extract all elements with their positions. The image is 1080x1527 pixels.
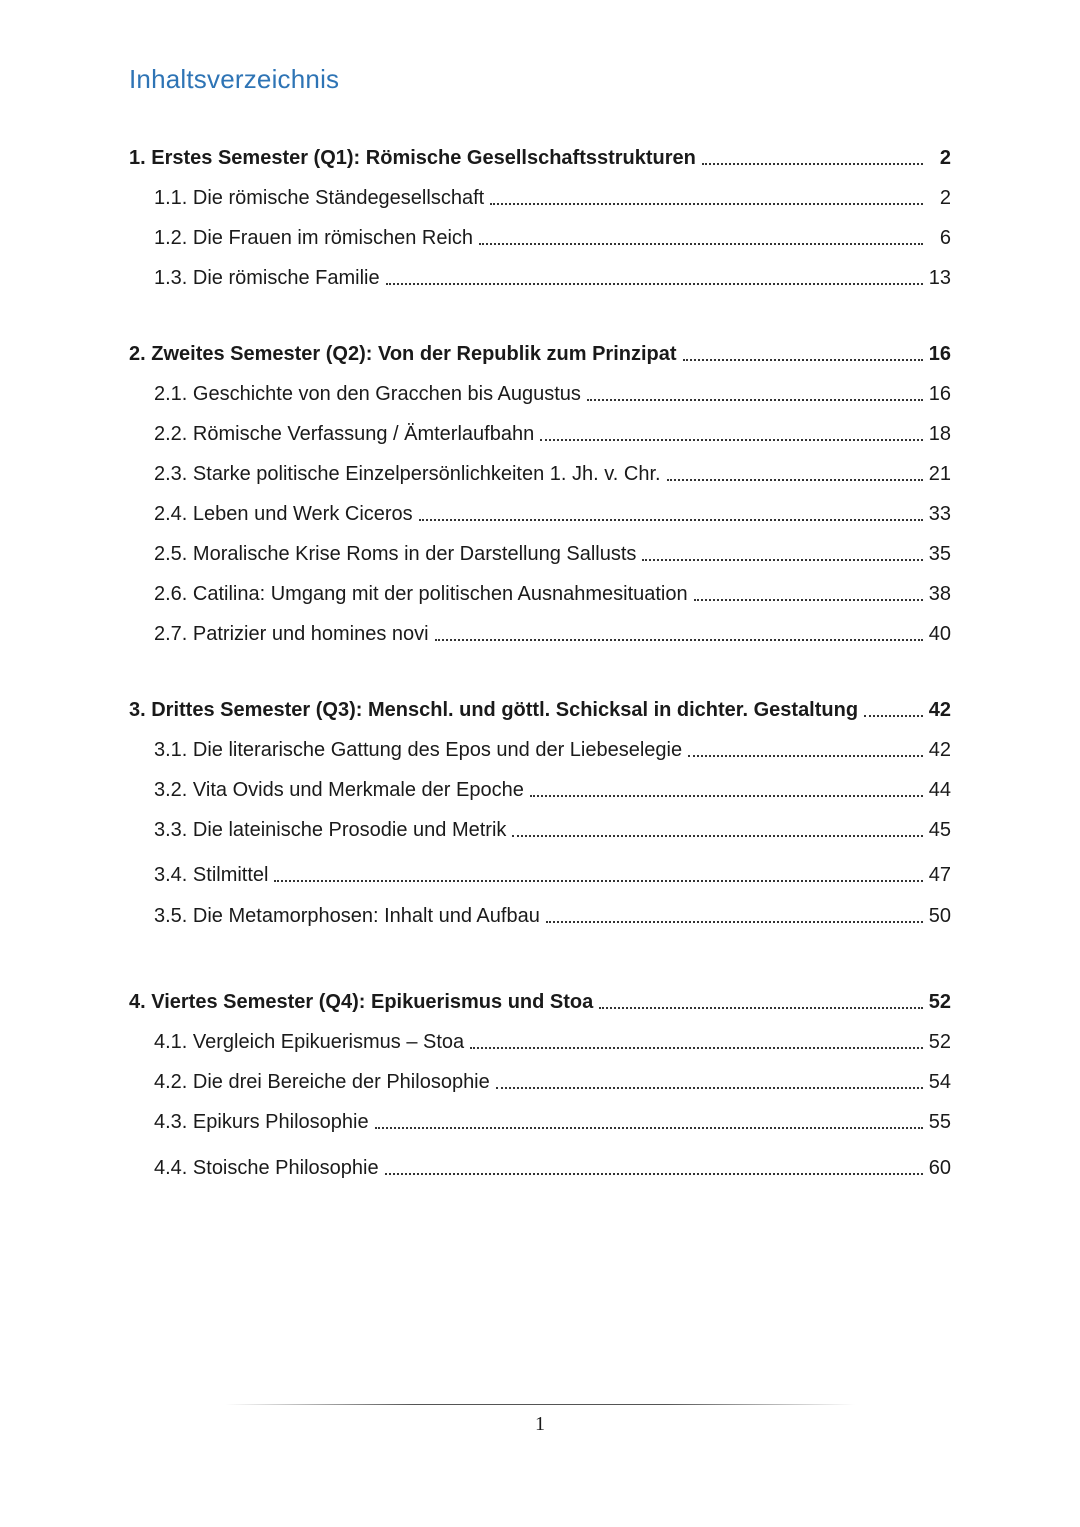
toc-entry-page-number: 6	[939, 227, 951, 249]
toc-subsection-entry[interactable]	[154, 1155, 951, 1181]
toc-entry-page-number: 21	[928, 463, 951, 485]
toc-subsection-entry[interactable]	[154, 777, 951, 803]
toc-entry-page-number: 52	[928, 991, 951, 1013]
toc-subsection-entry[interactable]	[154, 501, 951, 527]
dot-leader	[540, 425, 923, 441]
toc-entry-page-number: 38	[928, 583, 951, 605]
toc-subsection-entry[interactable]	[154, 421, 951, 447]
dot-leader	[688, 741, 923, 757]
dot-leader	[683, 345, 923, 361]
toc-entry-label: 3.5. Die Metamorphosen: Inhalt und Aufbau	[154, 905, 540, 927]
toc-entry-label: 1. Erstes Semester (Q1): Römische Gesellschaftsstrukturen	[129, 147, 696, 169]
toc-subsection-entry[interactable]	[154, 1069, 951, 1095]
toc-entry-page-number: 60	[928, 1157, 951, 1179]
toc-subsection-entry[interactable]	[154, 1029, 951, 1055]
dot-leader	[490, 189, 923, 205]
dot-leader	[375, 1113, 923, 1129]
toc-entry-label: 3. Drittes Semester (Q3): Menschl. und göttl. Schicksal in dichter. Gestaltung	[129, 699, 859, 721]
toc-entry-label: 2.2. Römische Verfassung / Ämterlaufbahn	[154, 423, 535, 445]
toc-section-entry[interactable]	[129, 697, 951, 723]
toc-entry-page-number: 18	[928, 423, 951, 445]
toc-section-entry[interactable]	[129, 989, 951, 1015]
dot-leader	[546, 907, 923, 923]
toc-section-entry[interactable]	[129, 145, 951, 171]
toc-subsection-entry[interactable]	[154, 381, 951, 407]
dot-leader	[642, 545, 922, 561]
toc-entry-label: 1.2. Die Frauen im römischen Reich	[154, 227, 474, 249]
toc-entry-label: 4.2. Die drei Bereiche der Philosophie	[154, 1071, 490, 1093]
toc-entry-label: 1.1. Die römische Ständegesellschaft	[154, 187, 485, 209]
toc-entry-page-number: 42	[928, 699, 951, 721]
toc-subsection-entry[interactable]	[154, 461, 951, 487]
toc-entry-page-number: 16	[928, 383, 951, 405]
toc-entry-label: 2.7. Patrizier und homines novi	[154, 623, 429, 645]
toc-section-entry[interactable]	[129, 341, 951, 367]
toc-subsection-entry[interactable]	[154, 1109, 951, 1135]
toc-entry-page-number: 47	[928, 864, 951, 886]
dot-leader	[274, 866, 922, 882]
dot-leader	[864, 701, 923, 717]
dot-leader	[435, 625, 923, 641]
toc-subsection-entry[interactable]	[154, 903, 951, 929]
toc-entry-label: 1.3. Die römische Familie	[154, 267, 380, 289]
toc-entry-label: 2.6. Catilina: Umgang mit der politischen Ausnahmesituation	[154, 583, 688, 605]
toc-entry-label: 3.1. Die literarische Gattung des Epos und der Liebeselegie	[154, 739, 683, 761]
toc-subsection-entry[interactable]	[154, 621, 951, 647]
dot-leader	[496, 1073, 923, 1089]
toc-entry-label: 2. Zweites Semester (Q2): Von der Republik zum Prinzipat	[129, 343, 677, 365]
toc-subsection-entry[interactable]	[154, 225, 951, 251]
toc-entry-page-number: 35	[928, 543, 951, 565]
toc-entry-page-number: 13	[928, 267, 951, 289]
toc-entry-page-number: 54	[928, 1071, 951, 1093]
dot-leader	[587, 385, 923, 401]
dot-leader	[512, 821, 922, 837]
toc-entry-label: 4.4. Stoische Philosophie	[154, 1157, 379, 1179]
dot-leader	[694, 585, 923, 601]
dot-leader	[479, 229, 923, 245]
toc-heading: Inhaltsverzeichnis	[129, 64, 340, 94]
dot-leader	[702, 149, 923, 165]
toc-entry-page-number: 44	[928, 779, 951, 801]
toc-entry-page-number: 2	[939, 147, 951, 169]
toc-entry-label: 3.4. Stilmittel	[154, 864, 269, 886]
toc-subsection-entry[interactable]	[154, 581, 951, 607]
dot-leader	[530, 781, 923, 797]
dot-leader	[470, 1033, 923, 1049]
toc-entry-page-number: 40	[928, 623, 951, 645]
toc-entry-label: 4.1. Vergleich Epikuerismus – Stoa	[154, 1031, 465, 1053]
toc-entry-page-number: 50	[928, 905, 951, 927]
toc-entry-label: 2.4. Leben und Werk Ciceros	[154, 503, 413, 525]
dot-leader	[386, 269, 923, 285]
toc-subsection-entry[interactable]	[154, 185, 951, 211]
toc-entry-label: 2.1. Geschichte von den Gracchen bis Augustus	[154, 383, 581, 405]
dot-leader	[667, 465, 923, 481]
toc-subsection-entry[interactable]	[154, 817, 951, 843]
toc-entry-label: 4.3. Epikurs Philosophie	[154, 1111, 369, 1133]
dot-leader	[385, 1159, 923, 1175]
toc-entry-page-number: 45	[928, 819, 951, 841]
toc-subsection-entry[interactable]	[154, 541, 951, 567]
toc-entry-page-number: 52	[928, 1031, 951, 1053]
toc-entry-label: 2.3. Starke politische Einzelpersönlichkeiten 1. Jh. v. Chr.	[154, 463, 661, 485]
dot-leader	[599, 993, 923, 1009]
footer-page-number: 1	[535, 1413, 545, 1435]
toc-entry-label: 4. Viertes Semester (Q4): Epikuerismus und Stoa	[129, 991, 594, 1013]
toc-subsection-entry[interactable]	[154, 862, 951, 888]
toc-entry-page-number: 33	[928, 503, 951, 525]
toc-subsection-entry[interactable]	[154, 737, 951, 763]
toc-entry-label: 2.5. Moralische Krise Roms in der Darstellung Sallusts	[154, 543, 637, 565]
toc-entry-label: 3.3. Die lateinische Prosodie und Metrik	[154, 819, 507, 841]
toc-entry-page-number: 2	[939, 187, 951, 209]
toc-subsection-entry[interactable]	[154, 265, 951, 291]
toc-entry-page-number: 55	[928, 1111, 951, 1133]
toc-entry-page-number: 42	[928, 739, 951, 761]
toc-entry-page-number: 16	[928, 343, 951, 365]
toc-entry-label: 3.2. Vita Ovids und Merkmale der Epoche	[154, 779, 524, 801]
footer-divider	[225, 1404, 855, 1405]
dot-leader	[419, 505, 923, 521]
